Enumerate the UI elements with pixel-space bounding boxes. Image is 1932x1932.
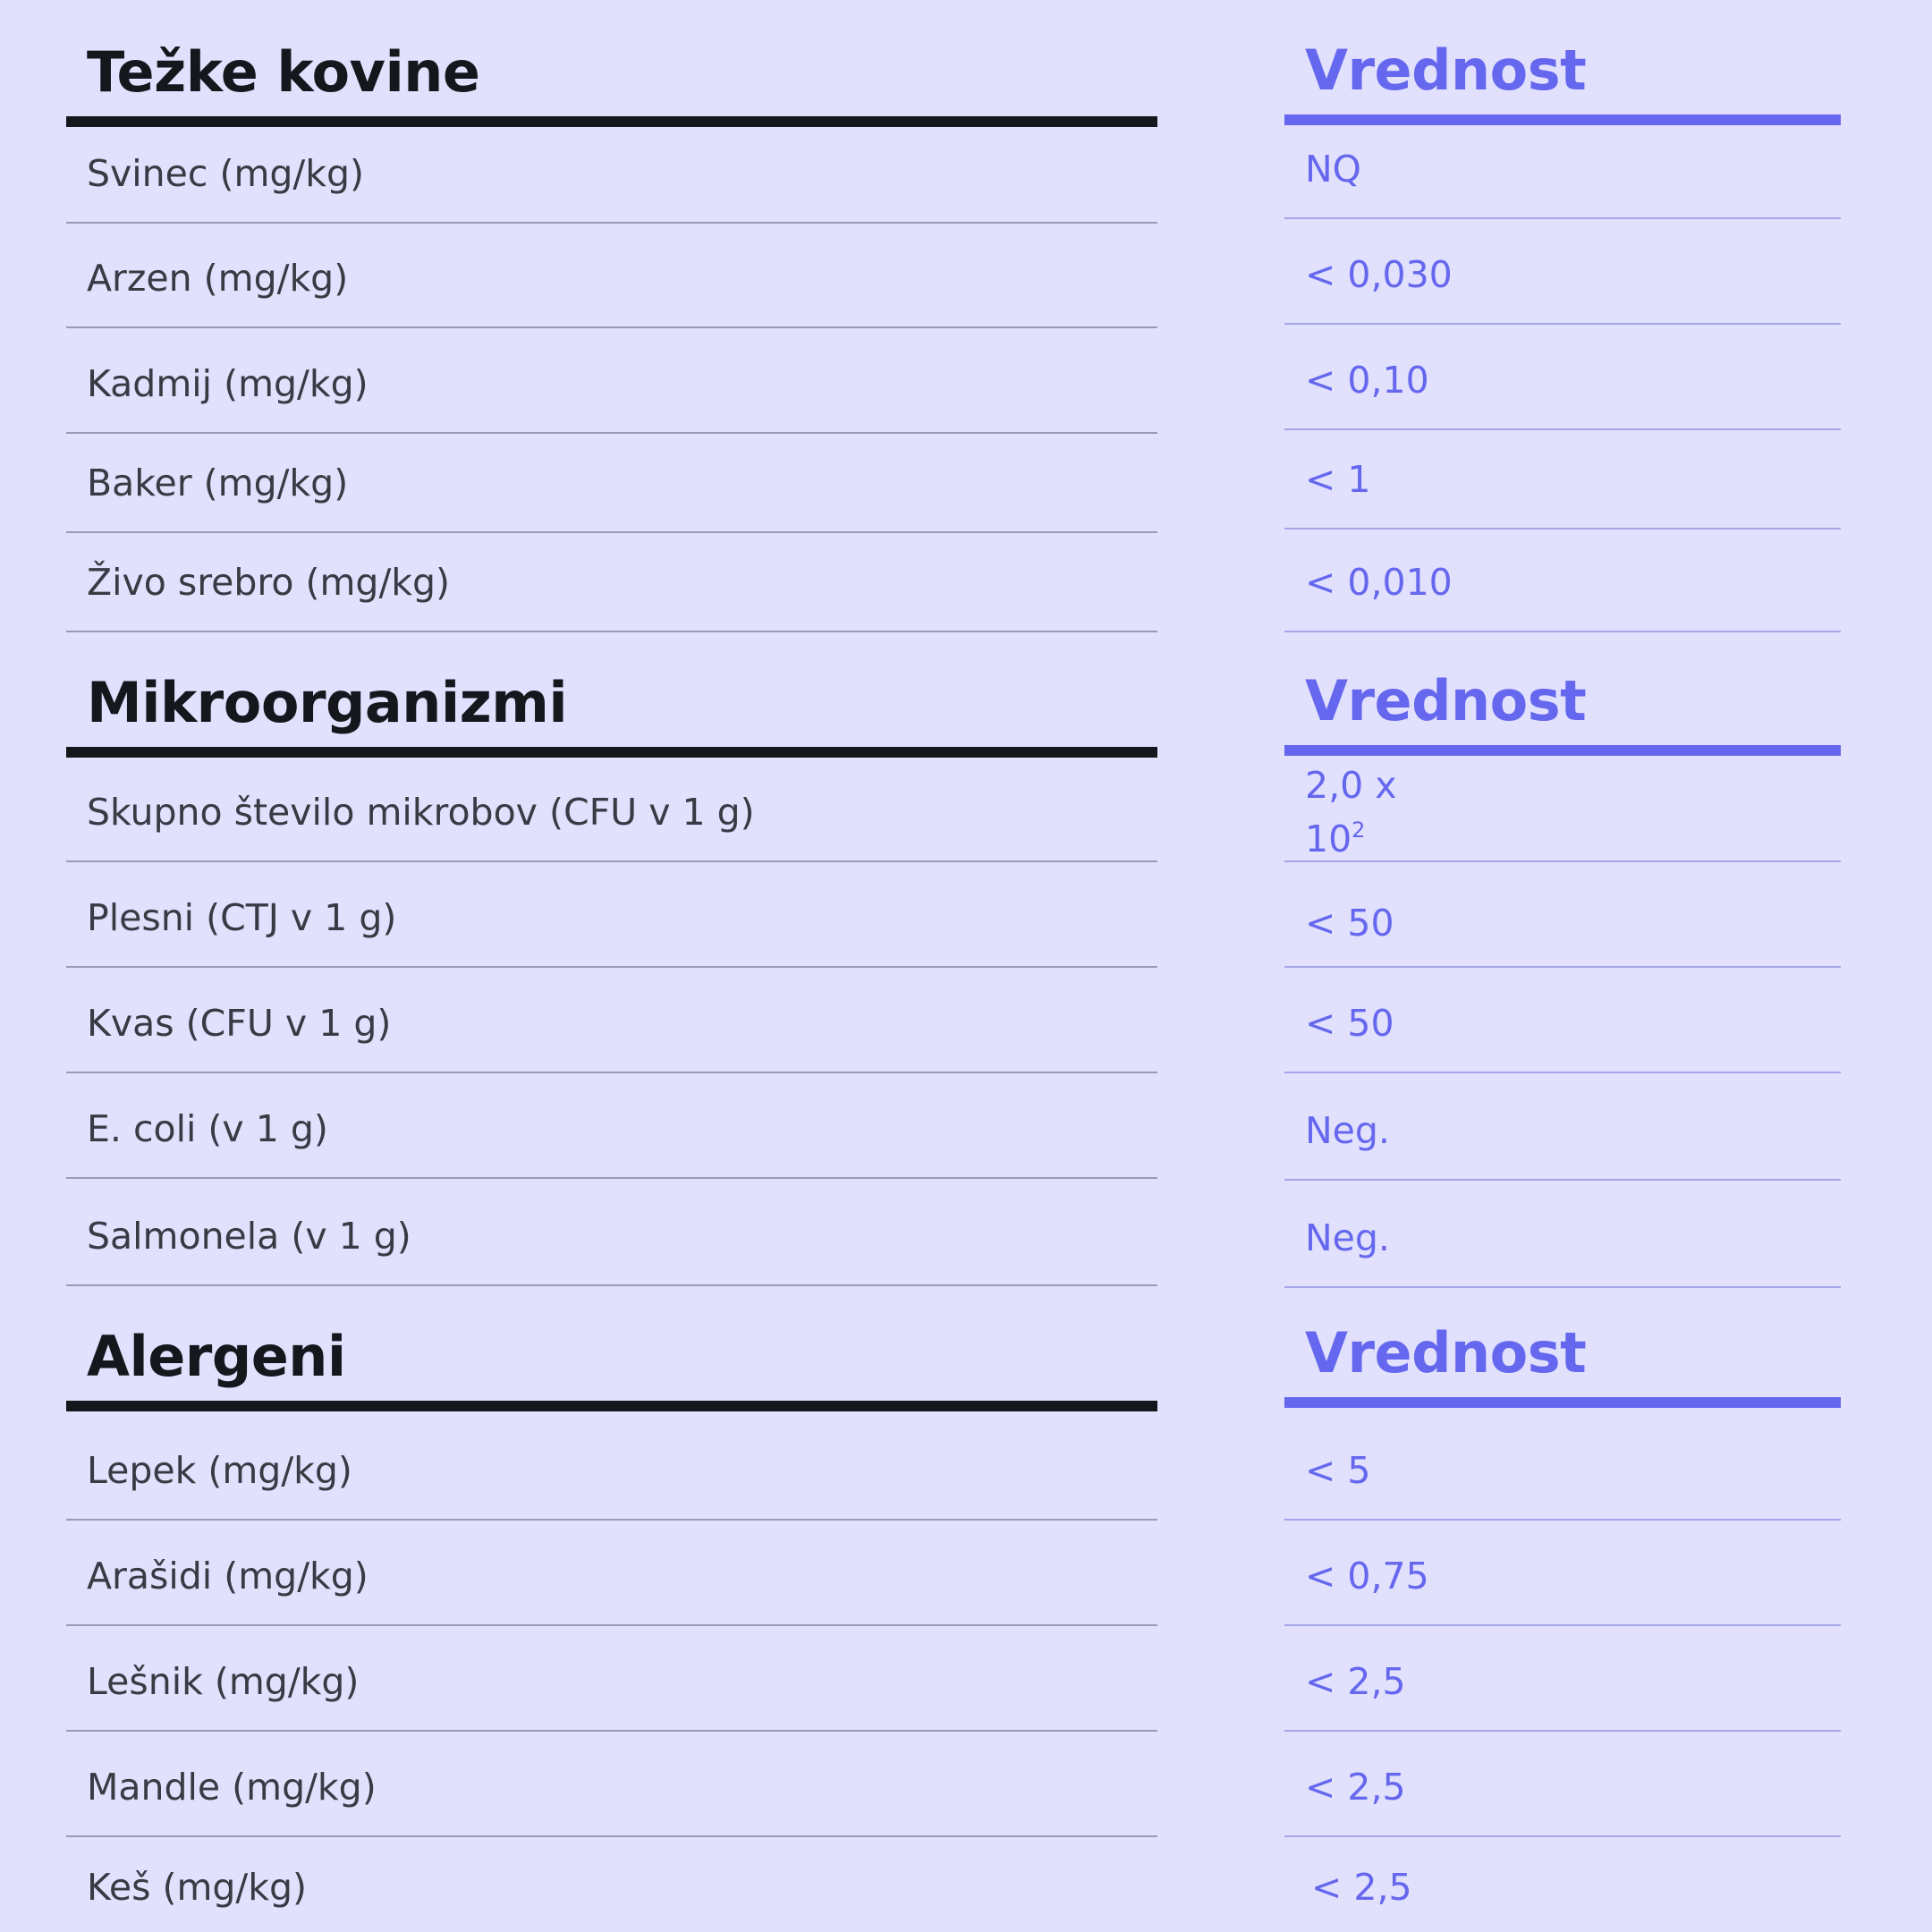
- row-value: < 2,5: [1305, 1659, 1406, 1703]
- row-value: < 0,10: [1305, 358, 1429, 402]
- row-label: Arzen (mg/kg): [87, 256, 349, 300]
- row-value: Neg.: [1305, 1108, 1390, 1152]
- table-row: [1284, 1181, 1841, 1288]
- row-value: < 2,5: [1305, 1765, 1406, 1809]
- section-title: Težke kovine: [87, 39, 480, 105]
- table-row: [66, 328, 1157, 434]
- table-row: [1284, 430, 1841, 530]
- table-row: [1284, 862, 1841, 968]
- row-value: NQ: [1305, 147, 1361, 191]
- row-label: Kadmij (mg/kg): [87, 361, 369, 405]
- row-value: < 0,010: [1305, 560, 1453, 604]
- header-rule: [66, 747, 1157, 758]
- value-base: 10: [1305, 818, 1352, 860]
- header-rule: [1284, 1397, 1841, 1408]
- table-row: [66, 1411, 1157, 1521]
- value-header: [1284, 631, 1841, 756]
- value-header: [1284, 1286, 1841, 1408]
- table-row: [66, 127, 1157, 224]
- row-label: Živo srebro (mg/kg): [87, 560, 451, 604]
- row-label: Skupno število mikrobov (CFU v 1 g): [87, 790, 755, 834]
- row-label: Arašidi (mg/kg): [87, 1554, 369, 1597]
- table-row: [66, 862, 1157, 968]
- table-row: [1284, 1521, 1841, 1626]
- value-header-title: Vrednost: [1305, 668, 1587, 733]
- row-label: Mandle (mg/kg): [87, 1765, 377, 1809]
- table-row: [66, 1179, 1157, 1286]
- table-row: [1284, 219, 1841, 325]
- table-row: [1284, 530, 1841, 632]
- row-label: Lepek (mg/kg): [87, 1448, 352, 1492]
- row-value: < 5: [1305, 1448, 1371, 1492]
- table-row: [1284, 1732, 1841, 1837]
- row-value: < 1: [1305, 457, 1371, 501]
- row-value: < 0,75: [1305, 1554, 1429, 1597]
- table-row: [66, 533, 1157, 632]
- header-rule: [1284, 745, 1841, 756]
- table-row: [1284, 968, 1841, 1073]
- header-rule: [66, 1401, 1157, 1411]
- table-row: [66, 1626, 1157, 1732]
- table-row: [1284, 1626, 1841, 1732]
- table-row: [66, 434, 1157, 533]
- section-title: Alergeni: [87, 1324, 346, 1389]
- row-value: < 0,030: [1305, 252, 1453, 296]
- table-row: [66, 224, 1157, 328]
- value-header: [1284, 0, 1841, 125]
- section-header-heavy-metals: [66, 0, 1157, 127]
- table-row: [66, 1521, 1157, 1626]
- row-value: < 50: [1305, 1001, 1394, 1045]
- row-label: Kvas (CFU v 1 g): [87, 1001, 392, 1045]
- table-row: [66, 1732, 1157, 1837]
- row-label: Keš (mg/kg): [87, 1865, 307, 1909]
- section-header-allergens: [66, 1286, 1157, 1411]
- row-value: [1305, 758, 1397, 866]
- table-row: [1284, 125, 1841, 219]
- table-row: [1284, 1408, 1841, 1521]
- table-row: [66, 968, 1157, 1073]
- section-title: Mikroorganizmi: [87, 670, 568, 735]
- row-label: Plesni (CTJ v 1 g): [87, 895, 397, 939]
- table-row: [66, 758, 1157, 862]
- header-rule: [66, 116, 1157, 127]
- table-row: [1284, 1073, 1841, 1181]
- table-row: [66, 1837, 1157, 1932]
- table-row: [1284, 756, 1841, 862]
- value-mantissa: 2,0 x: [1305, 764, 1397, 807]
- table-row: [1284, 325, 1841, 430]
- value-header-title: Vrednost: [1305, 38, 1587, 103]
- row-label: Lešnik (mg/kg): [87, 1659, 360, 1703]
- table-row: [66, 1073, 1157, 1179]
- table-row: [1284, 1837, 1841, 1932]
- value-exponent: 2: [1352, 818, 1366, 843]
- row-label: Svinec (mg/kg): [87, 151, 365, 195]
- section-header-microorganisms: [66, 632, 1157, 758]
- value-header-title: Vrednost: [1305, 1320, 1587, 1385]
- row-label: Salmonela (v 1 g): [87, 1214, 411, 1258]
- row-label: Baker (mg/kg): [87, 461, 349, 504]
- row-value: < 2,5: [1311, 1865, 1412, 1909]
- header-rule: [1284, 114, 1841, 125]
- row-value: < 50: [1305, 901, 1394, 945]
- row-value: Neg.: [1305, 1216, 1390, 1259]
- row-label: E. coli (v 1 g): [87, 1106, 328, 1150]
